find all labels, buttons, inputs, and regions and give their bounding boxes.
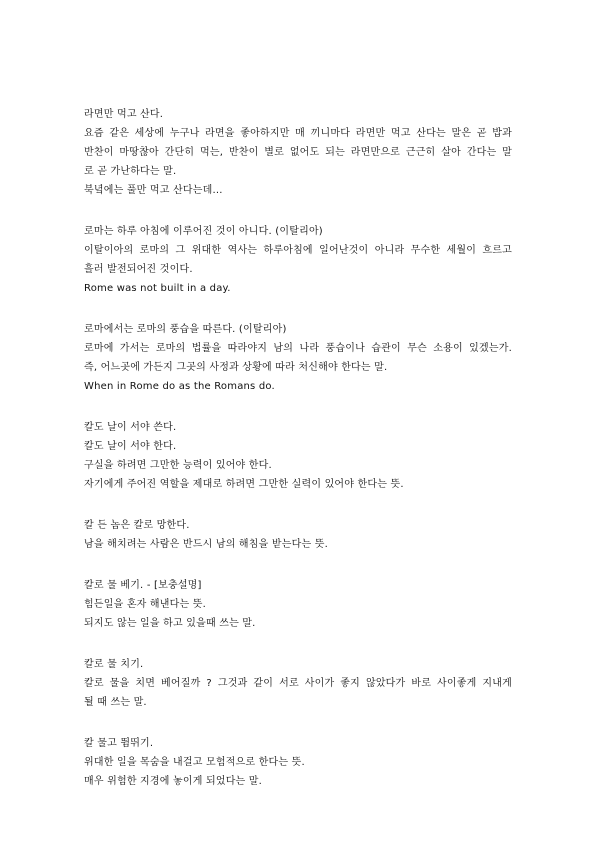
explanation-line: 로 곧 가난하다는 말. [84, 166, 177, 177]
explanation-line: 위대한 일을 목숨을 내걸고 모험적으로 한다는 뜻. [84, 757, 305, 768]
explanation-line: 요즘 같은 세상에 누구나 라면을 좋아하지만 매 끼니마다 라면만 먹고 산다는 말은 곧 밥과 [84, 128, 512, 139]
document-page [84, 105, 512, 813]
explanation-line: 로마에 가서는 로마의 법률을 따라야지 남의 나라 풍습이나 습관이 무슨 소용이 있겠는가. [84, 343, 512, 354]
explanation-line: 구실을 하려면 그만한 능력이 있어야 한다. [84, 460, 272, 471]
explanation-line: 남을 해치려는 사람은 반드시 남의 해침을 받는다는 뜻. [84, 539, 328, 550]
explanation-line: 북녘에는 풀만 먹고 산다는데... [84, 185, 223, 196]
proverb-title: 로마는 하루 아침에 이루어진 것이 아니다. (이탈리아) [84, 226, 323, 237]
proverb-title: 칼 든 놈은 칼로 망한다. [84, 520, 190, 531]
proverb-title: 칼로 물 치기. [84, 659, 144, 670]
explanation-line: 이탈이아의 로마의 그 위대한 역사는 하루아침에 일어난것이 아니라 무수한 세월이 흐르고 [84, 245, 512, 256]
explanation-line: 즉, 어느곳에 가든지 그곳의 사정과 상황에 따라 처신해야 한다는 말. [84, 362, 388, 373]
proverb-entry [84, 222, 512, 298]
proverb-title: 칼 물고 뜀뛰기. [84, 738, 154, 749]
proverb-entry [84, 418, 512, 494]
proverb-variant: 칼도 날이 서야 한다. [84, 441, 177, 452]
explanation-line: 힘든일을 혼자 해낸다는 뜻. [84, 599, 206, 610]
proverb-entry [84, 734, 512, 791]
proverb-entry [84, 105, 512, 200]
explanation-line: 되지도 않는 일을 하고 있을때 쓰는 말. [84, 618, 256, 629]
proverb-title: 라면만 먹고 산다. [84, 109, 164, 120]
proverb-entry [84, 655, 512, 712]
explanation-line: 매우 위험한 지경에 놓이게 되었다는 말. [84, 776, 263, 787]
proverb-title: 로마에서는 로마의 풍습을 따른다. (이탈리아) [84, 324, 287, 335]
english-equivalent: Rome was not built in a day. [84, 283, 231, 294]
english-equivalent: When in Rome do as the Romans do. [84, 381, 275, 392]
explanation-line: 자기에게 주어진 역할을 제대로 하려면 그만한 실력이 있어야 한다는 뜻. [84, 479, 404, 490]
proverb-title: 칼로 물 베기. - [보충설명] [84, 580, 202, 591]
explanation-line: 칼로 물을 치면 베어질까 ? 그것과 같이 서로 사이가 좋지 않았다가 바로 사이좋게 지내게 [84, 678, 512, 689]
explanation-line: 흘러 발전되어진 것이다. [84, 264, 193, 275]
explanation-line: 될 때 쓰는 말. [84, 697, 147, 708]
proverb-entry [84, 320, 512, 396]
proverb-title: 칼도 날이 서야 쓴다. [84, 422, 177, 433]
explanation-line: 반찬이 마땅찮아 간단히 먹는, 반찬이 별로 없어도 되는 라면만으로 근근히 살아 간다는 말 [84, 147, 512, 158]
proverb-entry [84, 516, 512, 554]
proverb-entry [84, 576, 512, 633]
